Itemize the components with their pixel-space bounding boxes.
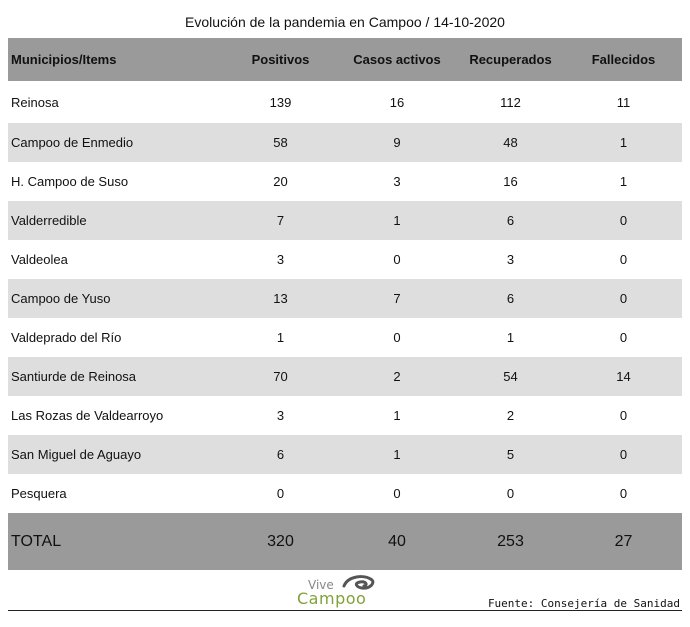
cell-municipio: Campoo de Yuso xyxy=(8,279,223,318)
cell-fallecidos: 1 xyxy=(565,123,682,162)
cell-fallecidos: 0 xyxy=(565,279,682,318)
cell-recuperados: 0 xyxy=(456,474,565,513)
cell-recuperados: 54 xyxy=(456,357,565,396)
table-row xyxy=(8,123,682,162)
logo-text-campoo: Campoo xyxy=(297,589,367,608)
cell-recuperados: 5 xyxy=(456,435,565,474)
total-casos-activos: 40 xyxy=(338,513,456,570)
cell-casos-activos: 1 xyxy=(338,435,456,474)
cell-positivos: 139 xyxy=(223,81,338,123)
cell-recuperados: 3 xyxy=(456,240,565,279)
cell-recuperados: 48 xyxy=(456,123,565,162)
total-fallecidos: 27 xyxy=(565,513,682,570)
table-title: Evolución de la pandemia en Campoo / 14-10-2020 xyxy=(185,14,505,30)
cell-positivos: 58 xyxy=(223,123,338,162)
cell-fallecidos: 0 xyxy=(565,396,682,435)
cell-positivos: 1 xyxy=(223,318,338,357)
cell-recuperados: 1 xyxy=(456,318,565,357)
cell-recuperados: 16 xyxy=(456,162,565,201)
cell-fallecidos: 14 xyxy=(565,357,682,396)
cell-casos-activos: 16 xyxy=(338,81,456,123)
cell-municipio: San Miguel de Aguayo xyxy=(8,435,223,474)
source-note: Fuente: Consejería de Sanidad xyxy=(487,597,680,610)
cell-positivos: 0 xyxy=(223,474,338,513)
cell-recuperados: 6 xyxy=(456,201,565,240)
cell-recuperados: 6 xyxy=(456,279,565,318)
cell-municipio: Santiurde de Reinosa xyxy=(8,357,223,396)
cell-municipio: Valderredible xyxy=(8,201,223,240)
header-row xyxy=(8,38,682,81)
table-row xyxy=(8,357,682,396)
cell-casos-activos: 1 xyxy=(338,201,456,240)
cell-casos-activos: 1 xyxy=(338,396,456,435)
cell-positivos: 13 xyxy=(223,279,338,318)
cell-casos-activos: 7 xyxy=(338,279,456,318)
table-row xyxy=(8,279,682,318)
cell-municipio: Reinosa xyxy=(8,81,223,123)
cell-positivos: 70 xyxy=(223,357,338,396)
total-label: TOTAL xyxy=(8,513,223,570)
cell-positivos: 7 xyxy=(223,201,338,240)
table-row xyxy=(8,201,682,240)
table-row xyxy=(8,240,682,279)
cell-positivos: 3 xyxy=(223,240,338,279)
table-row xyxy=(8,318,682,357)
cell-casos-activos: 0 xyxy=(338,240,456,279)
header-municipios: Municipios/Items xyxy=(8,38,223,81)
vive-campoo-logo xyxy=(292,574,387,608)
cell-casos-activos: 0 xyxy=(338,318,456,357)
table-row xyxy=(8,396,682,435)
total-recuperados: 253 xyxy=(456,513,565,570)
cell-fallecidos: 0 xyxy=(565,474,682,513)
cell-positivos: 6 xyxy=(223,435,338,474)
cell-fallecidos: 0 xyxy=(565,435,682,474)
cell-municipio: Campoo de Enmedio xyxy=(8,123,223,162)
cell-fallecidos: 1 xyxy=(565,162,682,201)
bottom-divider xyxy=(8,610,682,611)
total-positivos: 320 xyxy=(223,513,338,570)
cell-casos-activos: 3 xyxy=(338,162,456,201)
cell-fallecidos: 0 xyxy=(565,318,682,357)
table-row xyxy=(8,435,682,474)
cell-casos-activos: 2 xyxy=(338,357,456,396)
table-row xyxy=(8,474,682,513)
cell-municipio: Valdeolea xyxy=(8,240,223,279)
header-fallecidos: Fallecidos xyxy=(565,38,682,81)
cell-fallecidos: 11 xyxy=(565,81,682,123)
cell-fallecidos: 0 xyxy=(565,201,682,240)
cell-positivos: 3 xyxy=(223,396,338,435)
total-row xyxy=(8,513,682,570)
header-casos-activos: Casos activos xyxy=(338,38,456,81)
cell-fallecidos: 0 xyxy=(565,240,682,279)
table-row xyxy=(8,162,682,201)
logo-text-vive: Vive xyxy=(308,578,334,592)
cell-municipio: Valdeprado del Río xyxy=(8,318,223,357)
covid-table xyxy=(8,38,682,570)
cell-casos-activos: 9 xyxy=(338,123,456,162)
cell-recuperados: 2 xyxy=(456,396,565,435)
cell-positivos: 20 xyxy=(223,162,338,201)
cell-casos-activos: 0 xyxy=(338,474,456,513)
cell-municipio: Las Rozas de Valdearroyo xyxy=(8,396,223,435)
header-recuperados: Recuperados xyxy=(456,38,565,81)
header-positivos: Positivos xyxy=(223,38,338,81)
logo-swirl-icon xyxy=(342,574,376,594)
cell-municipio: Pesquera xyxy=(8,474,223,513)
table-row xyxy=(8,81,682,123)
cell-municipio: H. Campoo de Suso xyxy=(8,162,223,201)
cell-recuperados: 112 xyxy=(456,81,565,123)
